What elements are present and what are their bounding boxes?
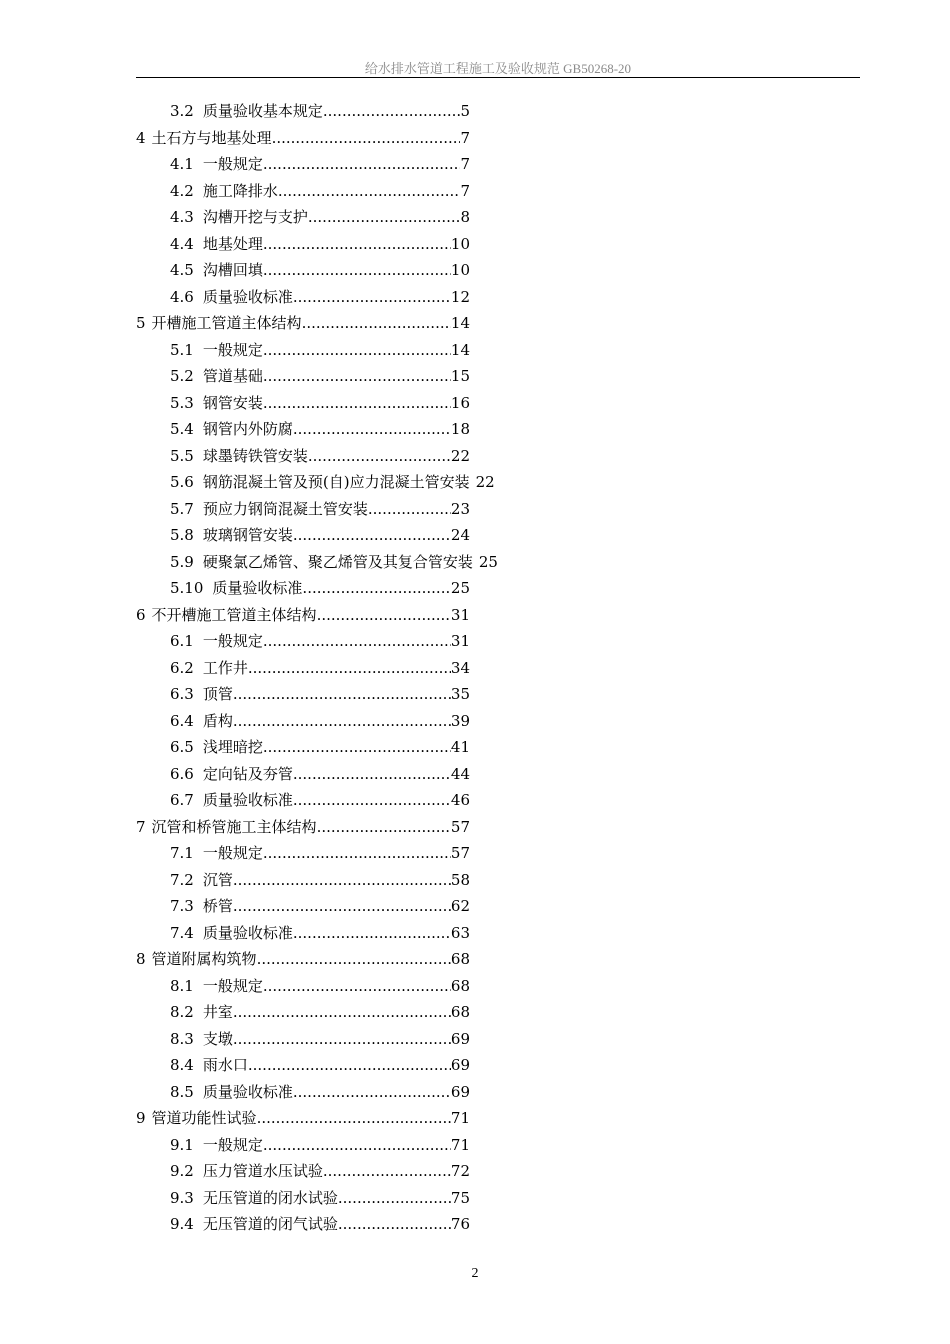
toc-entry-page: 76 xyxy=(450,1215,470,1233)
toc-entry-number: 8.2 xyxy=(170,1003,194,1021)
toc-entry-title: 无压管道的闭气试验 xyxy=(202,1215,338,1233)
toc-entry[interactable] xyxy=(170,471,495,493)
page-number: 2 xyxy=(471,1266,479,1281)
toc-entry-page: 7 xyxy=(460,128,470,147)
toc-entry-page: 63 xyxy=(450,923,470,942)
toc-entry[interactable] xyxy=(170,922,470,944)
toc-entry-number: 6.1 xyxy=(170,632,194,650)
toc-entry-page: 68 xyxy=(450,1003,470,1021)
toc-leader-dots xyxy=(263,630,451,652)
toc-entry-title: 预应力钢筒混凝土管安装 xyxy=(202,499,368,518)
toc-leader-dots xyxy=(248,657,451,679)
toc-entry-title: 施工降排水 xyxy=(202,181,278,200)
toc-entry-page: 12 xyxy=(450,287,470,306)
toc-entry-title: 顶管 xyxy=(202,685,233,703)
toc-entry[interactable] xyxy=(170,180,470,202)
toc-leader-dots xyxy=(233,895,451,917)
toc-entry-number: 7.4 xyxy=(170,923,194,942)
toc-leader-dots xyxy=(263,392,451,414)
toc-entry[interactable] xyxy=(136,948,470,970)
toc-entry-number: 8 xyxy=(136,950,146,968)
toc-leader-dots xyxy=(293,789,451,811)
toc-entry-page: 31 xyxy=(450,605,470,624)
toc-leader-dots xyxy=(323,100,461,122)
toc-leader-dots xyxy=(293,286,451,308)
toc-leader-dots xyxy=(317,604,451,626)
toc-entry-title: 一般规定 xyxy=(202,1135,263,1154)
toc-entry-title: 雨水口 xyxy=(202,1056,248,1074)
toc-entry-page: 58 xyxy=(450,870,470,889)
toc-entry[interactable] xyxy=(170,286,470,308)
toc-entry-number: 4 xyxy=(136,128,146,147)
toc-leader-dots xyxy=(263,259,451,281)
toc-entry-page: 5 xyxy=(460,102,470,120)
toc-entry-page: 71 xyxy=(450,1135,470,1154)
toc-entry-title: 一般规定 xyxy=(202,632,263,650)
running-header: 给水排水管道工程施工及验收规范 GB50268-20 xyxy=(364,61,632,76)
toc-entry-number: 6 xyxy=(136,605,146,624)
toc-entry-page: 24 xyxy=(450,526,470,544)
toc-entry-number: 9.2 xyxy=(170,1162,194,1180)
toc-entry-number: 8.1 xyxy=(170,976,194,995)
toc-entry-page: 18 xyxy=(450,420,470,438)
toc-entry-page: 69 xyxy=(450,1056,470,1074)
toc-entry[interactable] xyxy=(170,1028,470,1050)
toc-entry-page: 7 xyxy=(460,155,470,173)
toc-leader-dots xyxy=(278,180,461,202)
toc-entry-title: 一般规定 xyxy=(202,155,263,173)
toc-entry[interactable] xyxy=(136,604,470,626)
toc-entry[interactable] xyxy=(170,339,470,361)
toc-entry-number: 5.8 xyxy=(170,526,194,544)
toc-entry-title: 井室 xyxy=(202,1003,233,1021)
toc-leader-dots xyxy=(308,206,461,228)
toc-entry-page: 72 xyxy=(450,1162,470,1180)
toc-entry-title: 钢管安装 xyxy=(202,393,263,412)
toc-leader-dots xyxy=(263,736,451,758)
toc-entry-page: 15 xyxy=(450,367,470,385)
toc-entry-page: 68 xyxy=(450,950,470,968)
toc-entry-title: 沟槽开挖与支护 xyxy=(202,208,308,226)
toc-entry[interactable] xyxy=(170,1001,470,1023)
toc-entry-title: 盾构 xyxy=(202,711,233,730)
toc-entry-page: 41 xyxy=(450,738,470,756)
toc-entry[interactable] xyxy=(170,975,470,997)
toc-entry-number: 8.5 xyxy=(170,1082,194,1101)
toc-entry-page: 7 xyxy=(460,181,470,200)
toc-entry-number: 7.2 xyxy=(170,870,194,889)
toc-leader-dots xyxy=(257,1107,451,1129)
toc-entry[interactable] xyxy=(170,1213,470,1235)
toc-entry[interactable] xyxy=(170,1187,470,1209)
toc-entry-number: 6.6 xyxy=(170,764,194,783)
toc-entry-number: 5.3 xyxy=(170,393,194,412)
toc-entry[interactable] xyxy=(170,445,470,467)
toc-entry-title: 不开槽施工管道主体结构 xyxy=(151,605,317,624)
toc-entry-page: 16 xyxy=(450,393,470,412)
toc-leader-dots xyxy=(308,445,451,467)
toc-entry[interactable] xyxy=(170,1081,470,1103)
toc-entry-page: 25 xyxy=(450,579,470,597)
toc-entry-number: 6.5 xyxy=(170,738,194,756)
toc-entry-page: 10 xyxy=(450,261,470,279)
toc-entry-number: 4.4 xyxy=(170,234,194,253)
toc-entry-page: 10 xyxy=(450,234,470,253)
toc-entry-title: 土石方与地基处理 xyxy=(151,128,272,147)
toc-entry-title: 硬聚氯乙烯管、聚乙烯管及其复合管安装 xyxy=(202,552,473,571)
toc-entry[interactable] xyxy=(170,869,470,891)
toc-entry[interactable] xyxy=(170,418,470,440)
toc-entry-page: 34 xyxy=(450,658,470,677)
toc-entry[interactable] xyxy=(170,736,470,758)
toc-entry-number: 9.4 xyxy=(170,1215,194,1233)
toc-entry[interactable] xyxy=(170,1160,470,1182)
toc-leader-dots xyxy=(233,869,451,891)
toc-leader-dots xyxy=(263,153,461,175)
toc-entry-title: 管道附属构筑物 xyxy=(151,950,257,968)
toc-entry[interactable] xyxy=(136,312,470,334)
toc-entry-title: 质量验收标准 xyxy=(202,791,293,809)
toc-entry-page: 22 xyxy=(450,446,470,465)
toc-entry-number: 5.6 xyxy=(170,473,194,491)
toc-leader-dots xyxy=(368,498,451,520)
toc-entry-number: 8.4 xyxy=(170,1056,194,1074)
toc-entry-number: 4.3 xyxy=(170,208,194,226)
toc-entry-page: 57 xyxy=(450,844,470,862)
toc-entry-page: 71 xyxy=(450,1109,470,1127)
toc-entry-number: 7 xyxy=(136,817,146,836)
toc-leader-dots xyxy=(233,1028,451,1050)
toc-entry-title: 管道基础 xyxy=(202,367,263,385)
toc-entry[interactable] xyxy=(170,153,470,175)
toc-entry-title: 沉管和桥管施工主体结构 xyxy=(151,817,317,836)
toc-entry-title: 质量验收标准 xyxy=(212,579,303,597)
toc-entry-number: 7.1 xyxy=(170,844,194,862)
toc-entry-number: 5.1 xyxy=(170,340,194,359)
toc-entry-title: 工作井 xyxy=(202,658,248,677)
toc-leader-dots xyxy=(263,975,451,997)
toc-leader-dots xyxy=(293,418,451,440)
toc-leader-dots xyxy=(302,577,450,599)
toc-entry[interactable] xyxy=(170,206,470,228)
toc-entry-number: 5.9 xyxy=(170,552,194,571)
toc-entry-page: 62 xyxy=(450,897,470,915)
toc-entry[interactable] xyxy=(170,392,470,414)
toc-entry-number: 6.7 xyxy=(170,791,194,809)
toc-entry-title: 一般规定 xyxy=(202,976,263,995)
toc-entry-title: 地基处理 xyxy=(202,234,263,253)
toc-entry-title: 玻璃钢管安装 xyxy=(202,526,293,544)
toc-leader-dots xyxy=(302,312,451,334)
toc-leader-dots xyxy=(233,1001,451,1023)
toc-entry[interactable] xyxy=(170,710,470,732)
toc-entry-page: 35 xyxy=(450,685,470,703)
toc-entry-page: 69 xyxy=(450,1082,470,1101)
toc-entry-number: 7.3 xyxy=(170,897,194,915)
toc-entry-title: 开槽施工管道主体结构 xyxy=(151,314,302,332)
toc-leader-dots xyxy=(233,710,451,732)
toc-entry-title: 质量验收标准 xyxy=(202,287,293,306)
toc-entry-number: 4.5 xyxy=(170,261,194,279)
toc-entry-title: 支墩 xyxy=(202,1029,233,1048)
toc-entry-page: 75 xyxy=(450,1188,470,1207)
toc-entry[interactable] xyxy=(170,763,470,785)
toc-entry[interactable] xyxy=(170,551,498,573)
toc-entry[interactable] xyxy=(170,524,470,546)
toc-entry-number: 9.3 xyxy=(170,1188,194,1207)
toc-leader-dots xyxy=(263,233,451,255)
toc-entry-page: 44 xyxy=(450,764,470,783)
toc-entry-page: 57 xyxy=(450,817,470,836)
header-rule xyxy=(136,77,860,78)
toc-entry-page: 39 xyxy=(450,711,470,730)
toc-entry-number: 9.1 xyxy=(170,1135,194,1154)
toc-leader-dots xyxy=(317,816,451,838)
toc-entry-title: 质量验收标准 xyxy=(202,1082,293,1101)
toc-entry[interactable] xyxy=(170,365,470,387)
toc-entry-page: 8 xyxy=(460,208,470,226)
toc-leader-dots xyxy=(272,127,461,149)
toc-entry-title: 钢管内外防腐 xyxy=(202,420,293,438)
toc-entry-number: 5.4 xyxy=(170,420,194,438)
toc-entry-title: 浅埋暗挖 xyxy=(202,738,263,756)
toc-entry-title: 管道功能性试验 xyxy=(151,1109,257,1127)
toc-entry-number: 6.2 xyxy=(170,658,194,677)
toc-entry-page: 68 xyxy=(450,976,470,995)
toc-entry-title: 定向钻及夯管 xyxy=(202,764,293,783)
toc-entry[interactable] xyxy=(136,1107,470,1129)
toc-entry[interactable] xyxy=(170,842,470,864)
toc-leader-dots xyxy=(338,1213,451,1235)
toc-entry-title: 无压管道的闭水试验 xyxy=(202,1188,338,1207)
toc-entry-number: 6.4 xyxy=(170,711,194,730)
toc-entry-title: 沟槽回填 xyxy=(202,261,263,279)
toc-entry[interactable] xyxy=(136,816,470,838)
toc-entry[interactable] xyxy=(170,895,470,917)
toc-leader-dots xyxy=(293,922,451,944)
toc-entry-page: 22 xyxy=(475,473,495,491)
toc-leader-dots xyxy=(293,763,451,785)
toc-entry-title: 桥管 xyxy=(202,897,233,915)
toc-entry-number: 3.2 xyxy=(170,102,194,120)
toc-leader-dots xyxy=(263,339,451,361)
toc-leader-dots xyxy=(263,1134,451,1156)
toc-leader-dots xyxy=(263,842,451,864)
toc-entry[interactable] xyxy=(170,789,470,811)
toc-entry-number: 5.10 xyxy=(170,579,204,597)
toc-entry-title: 球墨铸铁管安装 xyxy=(202,446,308,465)
toc-leader-dots xyxy=(263,365,451,387)
toc-leader-dots xyxy=(338,1187,451,1209)
toc-entry-number: 5.7 xyxy=(170,499,194,518)
toc-entry-number: 9 xyxy=(136,1109,146,1127)
toc-entry-number: 4.6 xyxy=(170,287,194,306)
toc-entry-number: 5 xyxy=(136,314,146,332)
toc-entry-number: 8.3 xyxy=(170,1029,194,1048)
toc-entry-page: 46 xyxy=(450,791,470,809)
toc-entry-number: 5.5 xyxy=(170,446,194,465)
toc-entry-title: 一般规定 xyxy=(202,844,263,862)
toc-entry-title: 质量验收标准 xyxy=(202,923,293,942)
toc-leader-dots xyxy=(248,1054,451,1076)
toc-entry[interactable] xyxy=(170,233,470,255)
toc-entry-title: 压力管道水压试验 xyxy=(202,1162,323,1180)
toc-entry-title: 质量验收基本规定 xyxy=(202,102,323,120)
toc-leader-dots xyxy=(323,1160,451,1182)
toc-entry-page: 14 xyxy=(450,340,470,359)
toc-entry[interactable] xyxy=(170,1054,470,1076)
toc-leader-dots xyxy=(257,948,451,970)
toc-leader-dots xyxy=(293,1081,451,1103)
toc-entry[interactable] xyxy=(170,577,470,599)
toc-entry-page: 23 xyxy=(450,499,470,518)
toc-entry[interactable] xyxy=(170,100,470,122)
toc-entry-number: 4.2 xyxy=(170,181,194,200)
toc-entry-title: 钢筋混凝土管及预(自)应力混凝土管安装 xyxy=(202,473,470,491)
toc-leader-dots xyxy=(293,524,451,546)
toc-entry-page: 31 xyxy=(450,632,470,650)
toc-leader-dots xyxy=(233,683,451,705)
toc-entry-page: 69 xyxy=(450,1029,470,1048)
toc-entry[interactable] xyxy=(170,683,470,705)
toc-entry[interactable] xyxy=(170,657,470,679)
toc-entry-number: 4.1 xyxy=(170,155,194,173)
toc-entry[interactable] xyxy=(170,498,470,520)
toc-entry-title: 一般规定 xyxy=(202,340,263,359)
toc-entry-number: 5.2 xyxy=(170,367,194,385)
toc-entry[interactable] xyxy=(170,630,470,652)
toc-entry-title: 沉管 xyxy=(202,870,233,889)
toc-entry[interactable] xyxy=(170,259,470,281)
toc-entry[interactable] xyxy=(170,1134,470,1156)
toc-entry-page: 25 xyxy=(478,552,498,571)
toc-entry-number: 6.3 xyxy=(170,685,194,703)
toc-entry[interactable] xyxy=(136,127,470,149)
toc-entry-page: 14 xyxy=(450,314,470,332)
